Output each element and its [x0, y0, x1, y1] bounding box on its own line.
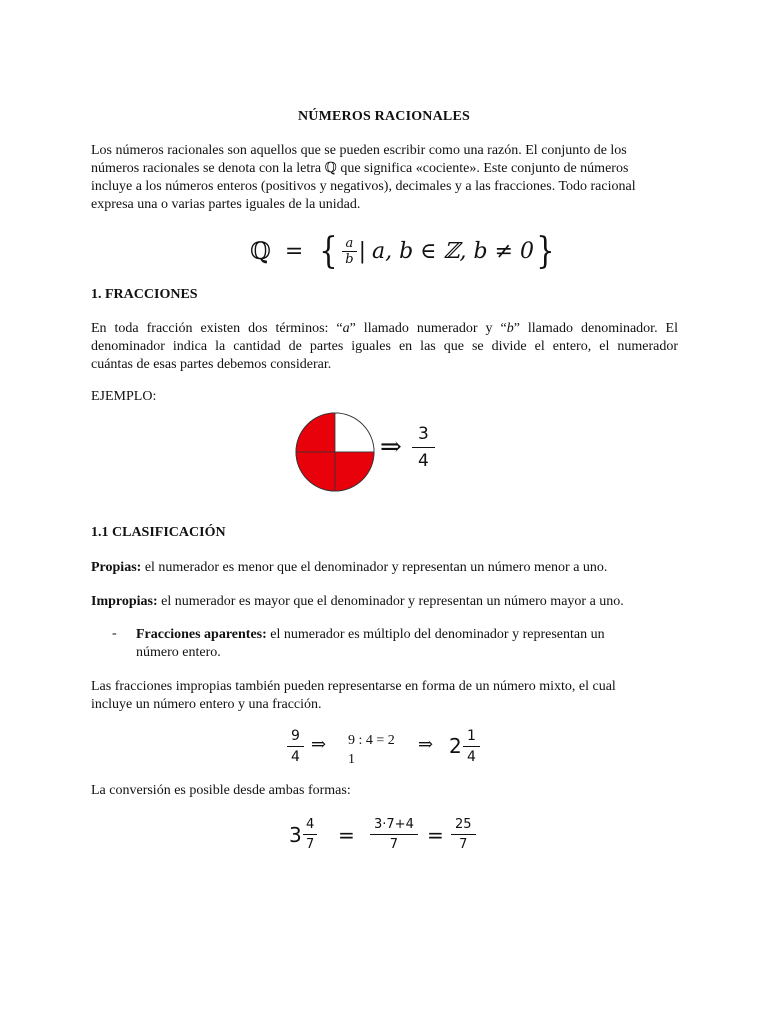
division-remainder: 1: [348, 752, 355, 767]
mixed-line-1: Las fracciones impropias también pueden representarse en forma de un número mixto, el cual: [91, 679, 616, 694]
conversion-mixed-denominator: 7: [303, 834, 317, 852]
impropias-line: [91, 593, 678, 611]
example-denominator: 4: [412, 447, 435, 471]
section-heading-clasificacion: 1.1 CLASIFICACIÓN: [91, 525, 226, 540]
example-label: EJEMPLO:: [91, 389, 157, 404]
rational-set-formula: [250, 228, 557, 274]
propias-line: [91, 559, 678, 577]
section-heading-fracciones: 1. FRACCIONES: [91, 287, 198, 302]
conversion-expression-numerator: 3·7+4: [374, 817, 414, 832]
list-bullet: -: [112, 626, 117, 641]
propias-text: el numerador es menor que el denominador y representan un número menor a uno.: [141, 560, 608, 575]
mixed-result-denominator: 4: [463, 746, 480, 765]
set-fraction: [342, 236, 356, 267]
conversion-line: La conversión es posible desde ambas formas:: [91, 783, 351, 798]
conversion-equals-2: =: [427, 823, 444, 847]
text-fragment: En toda fracción existen dos términos: “: [91, 321, 343, 336]
mixed-whole-part: 2: [449, 734, 462, 758]
intro-line-1: Los números racionales son aquellos que se pueden escribir como una razón. El conjunto de los: [91, 143, 627, 158]
fracciones-line-1: [91, 320, 678, 338]
mixed-line-2: incluye un número entero y una fracción.: [91, 697, 322, 712]
conversion-result-denominator: 7: [451, 834, 476, 852]
propias-label: Propias:: [91, 560, 142, 575]
set-fraction-denominator: b: [342, 251, 356, 267]
pie-slice-top-right: [335, 413, 374, 452]
example-fraction: [412, 424, 435, 471]
close-brace: }: [536, 230, 555, 272]
aparentes-item: [136, 626, 676, 662]
mixed-example-denominator: 4: [287, 746, 304, 765]
fracciones-line-2: denominador indica la cantidad de partes iguales en las que se divide el entero, el numerador: [91, 339, 678, 354]
variable-b: b: [506, 321, 514, 336]
pie-slice-bottom-left: [296, 452, 335, 491]
division-expression: 9 : 4 = 2: [348, 733, 395, 748]
such-that-bar: |: [358, 238, 366, 264]
conversion-expression-fraction: [370, 817, 418, 852]
rational-symbol: ℚ: [250, 237, 271, 265]
conversion-mixed-fraction: [303, 817, 317, 852]
mixed-arrow-1: ⇒: [311, 734, 327, 755]
aparentes-text: el numerador es múltiplo del denominador y representan un: [266, 627, 605, 642]
aparentes-label: Fracciones aparentes:: [136, 627, 267, 642]
mixed-arrow-2: ⇒: [418, 734, 434, 755]
example-numerator: 3: [418, 424, 429, 444]
aparentes-text-2: número entero.: [136, 645, 221, 660]
mixed-example-fraction: [287, 728, 304, 765]
intro-paragraph: [91, 142, 678, 214]
mixed-paragraph: [91, 678, 678, 714]
set-condition: a, b ∈ ℤ, b ≠ 0: [372, 238, 535, 264]
conversion-whole: 3: [289, 823, 302, 847]
impropias-text: el numerador es mayor que el denominador y representan un número mayor a uno.: [157, 594, 624, 609]
conversion-equals-1: =: [338, 823, 355, 847]
intro-line-2: números racionales se denota con la letra ℚ que significa «cociente». Este conjunto de números: [91, 161, 629, 176]
mixed-result-numerator: 1: [467, 728, 476, 744]
fracciones-paragraph: [91, 320, 678, 374]
pie-slice-top-left: [296, 413, 335, 452]
intro-line-4: expresa una o varias partes iguales de la unidad.: [91, 197, 361, 212]
impropias-label: Impropias:: [91, 594, 158, 609]
mixed-example-numerator: 9: [291, 728, 300, 744]
text-fragment: ” llamado numerador y “: [349, 321, 507, 336]
pie-slice-bottom-right: [335, 452, 374, 491]
fraction-pie-chart: [294, 410, 376, 494]
mixed-result-fraction: [463, 728, 480, 765]
conversion-result-numerator: 25: [455, 817, 472, 832]
fracciones-line-3: cuántas de esas partes debemos considerar.: [91, 357, 332, 372]
conversion-result-fraction: [451, 817, 476, 852]
intro-line-3: incluye a los números enteros (positivos y negativos), decimales y a las fracciones. Todo racional: [91, 179, 636, 194]
open-brace: {: [319, 230, 338, 272]
conversion-expression-denominator: 7: [370, 834, 418, 852]
conversion-mixed-numerator: 4: [306, 817, 315, 832]
text-fragment: ” llamado denominador. El: [513, 321, 678, 336]
example-arrow: ⇒: [380, 432, 402, 462]
set-fraction-numerator: a: [345, 235, 354, 251]
page-title: NÚMEROS RACIONALES: [297, 109, 470, 124]
equals-sign: =: [284, 238, 304, 264]
variable-a: a: [342, 321, 350, 336]
